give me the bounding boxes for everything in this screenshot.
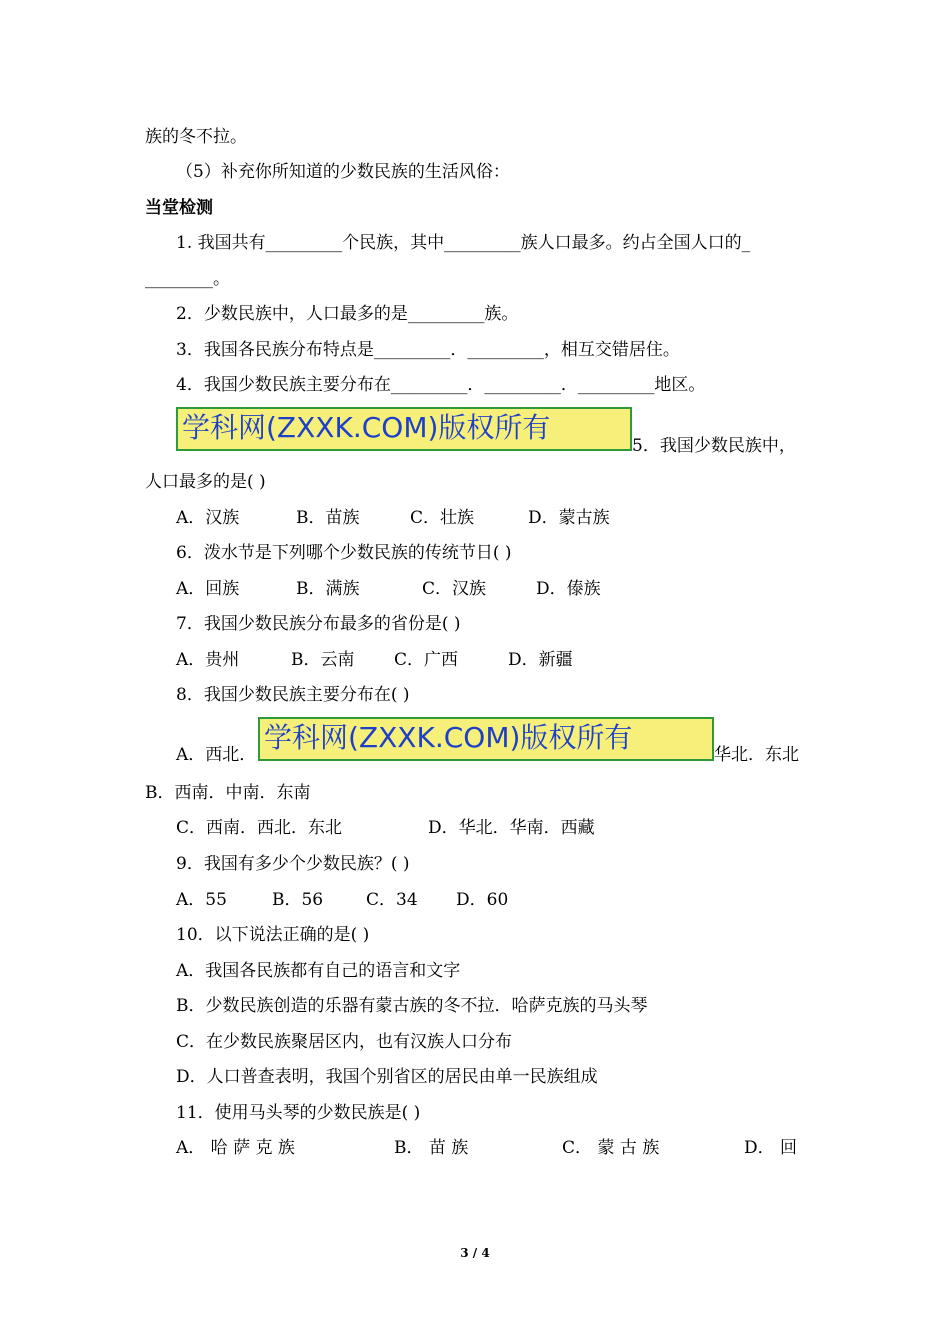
page-number: 3 / 4: [460, 1246, 490, 1260]
option: A．贵州: [176, 650, 240, 670]
question-10-option-c: C．在少数民族聚居区内，也有汉族人口分布: [176, 1032, 513, 1052]
question-6: 6．泼水节是下列哪个少数民族的传统节日( ): [176, 543, 512, 563]
watermark-banner: 学科网(ZXXK.COM)版权所有: [258, 717, 714, 761]
option: A．55: [176, 890, 227, 910]
option: C．壮族: [410, 508, 475, 528]
option: A．回族: [176, 579, 240, 599]
text-line: （5）补充你所知道的少数民族的生活风俗：: [176, 162, 510, 182]
question-10-option-d: D．人口普查表明，我国个别省区的居民由单一民族组成: [176, 1067, 598, 1087]
question-1: 1. 我国共有_________个民族，其中_________族人口最多。约占全国人口的_: [176, 233, 751, 253]
option: C．西南．西北．东北: [176, 818, 343, 838]
question-9: 9．我国有多少个少数民族？( ): [176, 854, 410, 874]
section-heading: 当堂检测: [145, 198, 213, 218]
question-5-cont: 人口最多的是( ): [145, 472, 266, 492]
option: D．新疆: [508, 650, 573, 670]
option: B．满族: [296, 579, 360, 599]
question-11: 11．使用马头琴的少数民族是( ): [176, 1103, 421, 1123]
text-line: 族的冬不拉。: [145, 127, 247, 147]
watermark-banner: 学科网(ZXXK.COM)版权所有: [176, 407, 632, 451]
option: D． 回: [744, 1138, 798, 1158]
question-8-option-a-cont: 华北．东北: [714, 745, 799, 765]
question-8-option-b: B．西南．中南．东南: [145, 783, 311, 803]
option: C．广西: [394, 650, 459, 670]
option: D．60: [456, 890, 509, 910]
question-8-option-a: A．西北．: [176, 745, 257, 765]
question-2: 2．少数民族中，人口最多的是_________族。: [176, 304, 519, 324]
option: A． 哈 萨 克 族: [176, 1138, 295, 1158]
option: B．云南: [291, 650, 355, 670]
question-5: 5．我国少数民族中，: [632, 436, 796, 456]
question-3: 3．我国各民族分布特点是_________．_________，相互交错居住。: [176, 340, 680, 360]
question-1-cont: ________。: [145, 269, 230, 289]
option: D．华北．华南．西藏: [428, 818, 595, 838]
question-10: 10．以下说法正确的是( ): [176, 925, 370, 945]
question-4: 4．我国少数民族主要分布在_________．_________．_________地区。: [176, 375, 706, 395]
question-8: 8．我国少数民族主要分布在( ): [176, 685, 410, 705]
option: D．蒙古族: [528, 508, 610, 528]
option: C．34: [366, 890, 418, 910]
option: B．56: [272, 890, 324, 910]
question-7: 7．我国少数民族分布最多的省份是( ): [176, 614, 461, 634]
option: D．傣族: [536, 579, 601, 599]
option: C． 蒙 古 族: [562, 1138, 660, 1158]
question-10-option-a: A．我国各民族都有自己的语言和文字: [176, 961, 461, 981]
option: C．汉族: [422, 579, 487, 599]
question-10-option-b: B．少数民族创造的乐器有蒙古族的冬不拉．哈萨克族的马头琴: [176, 996, 648, 1016]
option: A．汉族: [176, 508, 240, 528]
option: B． 苗 族: [394, 1138, 469, 1158]
option: B．苗族: [296, 508, 360, 528]
